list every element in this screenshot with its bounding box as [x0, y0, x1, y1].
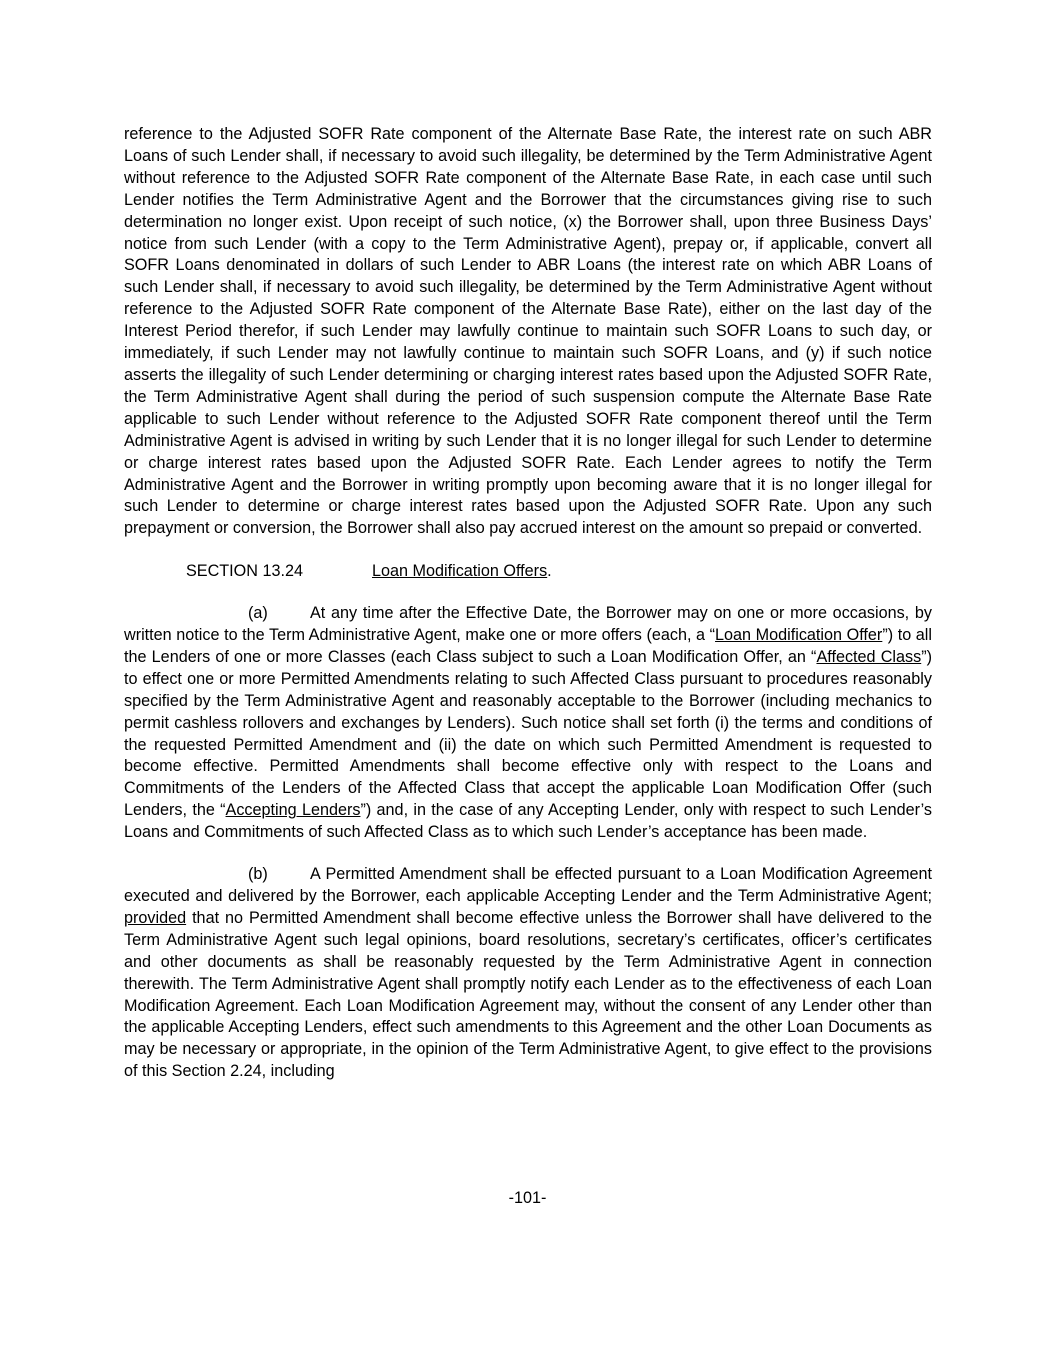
section-title: Loan Modification Offers: [372, 562, 548, 581]
document-page: [124, 124, 932, 1083]
section-title-suffix: .: [547, 562, 552, 581]
subsection-a-text-4: ”) and, in the case of any Accepting Lender, only with respect to such Lender’s Loans and Commitments of such Affected Class as to which such Lender’s acceptance has been made.: [124, 801, 932, 842]
subsection-a-text-1: At any time after the Effective Date, the Borrower may on one or more occasions, by written notice to the Term Administrative Agent, make one or more offers (each, a “: [124, 604, 932, 645]
subsection-b-label: (b): [248, 865, 268, 884]
subsection-b-text-1: A Permitted Amendment shall be effected pursuant to a Loan Modification Agreement executed and delivered by the Borrower, each applicable Accepting Lender and the Term Administrative Agent;: [124, 865, 932, 905]
continued-paragraph: reference to the Adjusted SOFR Rate component of the Alternate Base Rate, the interest rate on such ABR Loans of such Lender shall, if necessary to avoid such illegality, be determined by the Term Administrative Agent without reference to the Adjusted SOFR Rate component of the Alternate Base Rate, in each case until such Lender notifies the Term Administrative Agent and the Borrower that the circumstances giving rise to such determination no longer exist. Upon receipt of such notice, (x) the Borrower shall, upon three Business Days’ notice from such Lender (with a copy to the Term Administrative Agent), prepay or, if applicable, convert all SOFR Loans denominated in dollars of such Lender to ABR Loans (the interest rate on which ABR Loans of such Lender shall, if necessary to avoid such illegality, be determined by the Term Administrative Agent without reference to the Adjusted SOFR Rate component of the Alternate Base Rate), either on the last day of the Interest Period therefor, if such Lender may lawfully continue to maintain such SOFR Loans to such day, or immediately, if such Lender may not lawfully continue to maintain such SOFR Loans, and (y) if such notice asserts the illegality of such Lender determining or charging interest rates based upon the Adjusted SOFR Rate, the Term Administrative Agent shall during the period of such suspension compute the Alternate Base Rate applicable to such Lender without reference to the Adjusted SOFR Rate component thereof until the Term Administrative Agent is advised in writing by such Lender that it is no longer illegal for such Lender to determine or charge interest rates based upon the Adjusted SOFR Rate. Each Lender agrees to notify the Term Administrative Agent and the Borrower in writing promptly upon becoming aware that it is no longer illegal for such Lender to determine or charge interest rates based upon the Adjusted SOFR Rate. Upon any such prepayment or conversion, the Borrower shall also pay accrued interest on the amount so prepaid or converted.: [124, 125, 932, 538]
section-number: SECTION 13.24: [186, 562, 303, 581]
defined-term-accepting-lenders: Accepting Lenders: [225, 801, 361, 820]
subsection-b-text-2: that no Permitted Amendment shall become effective unless the Borrower shall have delivered to the Term Administrative Agent such legal opinions, board resolutions, secretary’s certificates, officer’s certificates and other documents as shall be reasonably requested by the Term Administrative Agent in connection therewith. The Term Administrative Agent shall promptly notify each Lender as to the effectiveness of each Loan Modification Agreement. Each Loan Modification Agreement may, without the consent of any Lender other than the applicable Accepting Lenders, effect such amendments to this Agreement and the other Loan Documents as may be necessary or appropriate, in the opinion of the Term Administrative Agent, to give effect to the provisions of this Section 2.24, including: [124, 908, 932, 1081]
defined-term-affected-class: Affected Class: [816, 647, 922, 666]
subsection-a-text-2: ”) to all the Lenders of one or more Classes (each Class subject to such a Loan Modification Offer, an “: [124, 626, 933, 666]
subsection-a-text-3: ”) to effect one or more Permitted Amendments relating to such Affected Class pursuant to procedures reasonably specified by the Term Administrative Agent and reasonably acceptable to the Borrower (including mechanics to permit cashless rollovers and exchanges by Lenders). Such notice shall set forth (i) the terms and conditions of the requested Permitted Amendment and (ii) the date on which such Permitted Amendment is requested to become effective. Permitted Amendments shall become effective only with respect to the Loans and Commitments of the Lenders of the Affected Class that accept the applicable Loan Modification Offer (such Lenders, the “: [124, 647, 932, 820]
defined-term-loan-modification-offer: Loan Modification Offer: [715, 626, 883, 645]
section-heading: [124, 561, 932, 583]
subsection-b: [124, 864, 932, 1083]
term-provided: provided: [124, 908, 187, 927]
subsection-a-label: (a): [248, 604, 268, 623]
page-number: -101-: [508, 1189, 547, 1207]
subsection-a: [124, 603, 932, 844]
